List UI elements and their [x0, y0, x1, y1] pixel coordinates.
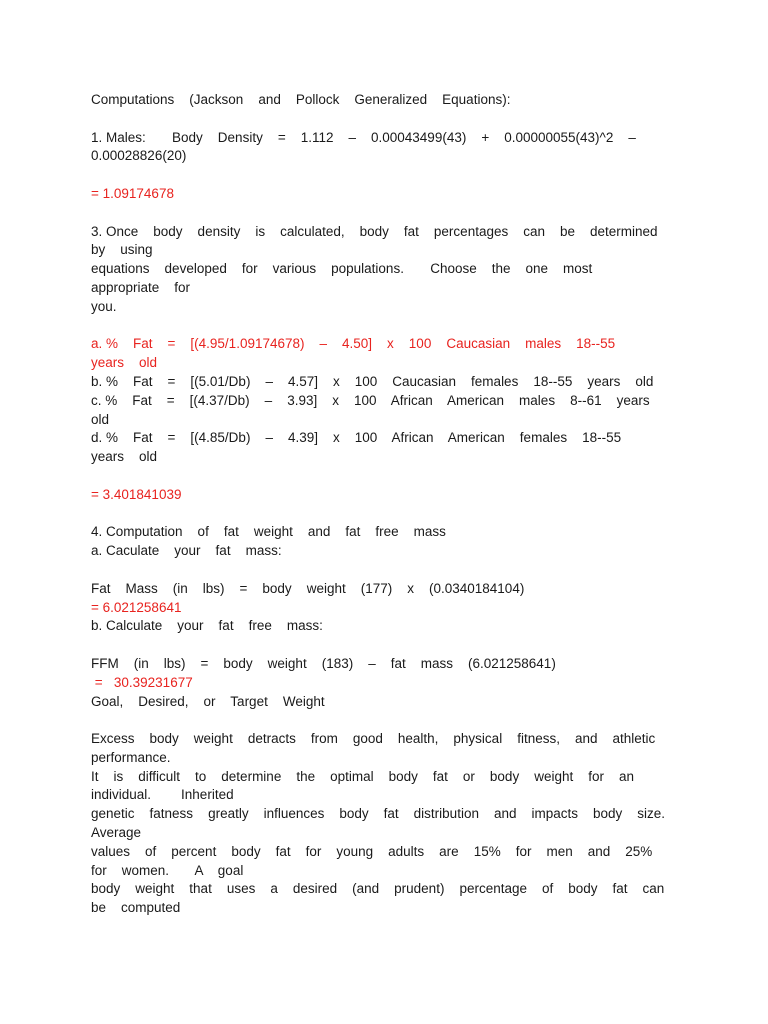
excess-line7: values of percent body fat for young adults are 15% for men and 25% — [91, 843, 653, 859]
fat-mass-result: = 6.021258641 — [91, 599, 182, 615]
spacer — [91, 711, 678, 730]
spacer — [91, 561, 678, 580]
ffm-result: = 30.39231677 — [91, 674, 193, 690]
formula-d-line2: years old — [91, 449, 158, 465]
body-density-result: = 1.09174678 — [91, 185, 174, 201]
excess-line1: Excess body weight detracts from good health, physical fitness, and athletic — [91, 731, 656, 747]
spacer — [91, 166, 678, 185]
excess-line8: for women. A goal — [91, 862, 244, 878]
spacer — [91, 467, 678, 486]
males-equation-line2: 0.00028826(20) — [91, 148, 187, 164]
ffm-equation: FFM (in lbs) = body weight (183) – fat mass (6.021258641) — [91, 655, 556, 671]
step3-line1: 3. Once body density is calculated, body fat percentages can be determined — [91, 223, 658, 239]
formula-c-line1: c. % Fat = [(4.37/Db) – 3.93] x 100 African American males 8--61 years — [91, 392, 650, 408]
spacer — [91, 505, 678, 524]
males-equation-line1: 1. Males: Body Density = 1.112 – 0.00043499(43) + 0.00000055(43)^2 – — [91, 129, 636, 145]
goal-weight-heading: Goal, Desired, or Target Weight — [91, 693, 325, 709]
spacer — [91, 110, 678, 129]
excess-line5: genetic fatness greatly influences body fat distribution and impacts body size. — [91, 806, 666, 822]
step3-line2: by using — [91, 242, 153, 258]
formula-c-line2: old — [91, 411, 110, 427]
step3-line5: you. — [91, 298, 117, 314]
step4-b-label: b. Calculate your fat free mass: — [91, 618, 323, 634]
spacer — [91, 317, 678, 336]
excess-line10: be computed — [91, 900, 181, 916]
percent-fat-result: = 3.401841039 — [91, 486, 182, 502]
excess-line9: body weight that uses a desired (and prudent) percentage of body fat can — [91, 881, 665, 897]
fat-mass-equation: Fat Mass (in lbs) = body weight (177) x (0.0340184104) — [91, 580, 525, 596]
excess-line4: individual. Inherited — [91, 787, 234, 803]
spacer — [91, 636, 678, 655]
step3-line3: equations developed for various populations. Choose the one most — [91, 261, 593, 277]
excess-line6: Average — [91, 825, 142, 841]
step4-a-label: a. Caculate your fat mass: — [91, 543, 282, 559]
formula-d-line1: d. % Fat = [(4.85/Db) – 4.39] x 100 African American females 18--55 — [91, 430, 622, 446]
step3-line4: appropriate for — [91, 279, 191, 295]
excess-line2: performance. — [91, 749, 171, 765]
excess-line3: It is difficult to determine the optimal body fat or body weight for an — [91, 768, 634, 784]
formula-a-line1: a. % Fat = [(4.95/1.09174678) – 4.50] x 100 Caucasian males 18--55 — [91, 336, 616, 352]
formula-a-line2: years old — [91, 355, 158, 371]
document-page — [91, 91, 678, 918]
spacer — [91, 204, 678, 223]
formula-b: b. % Fat = [(5.01/Db) – 4.57] x 100 Caucasian females 18--55 years old — [91, 373, 654, 389]
page-heading: Computations (Jackson and Pollock Generalized Equations): — [91, 92, 511, 107]
step4-title: 4. Computation of fat weight and fat free mass — [91, 524, 446, 540]
